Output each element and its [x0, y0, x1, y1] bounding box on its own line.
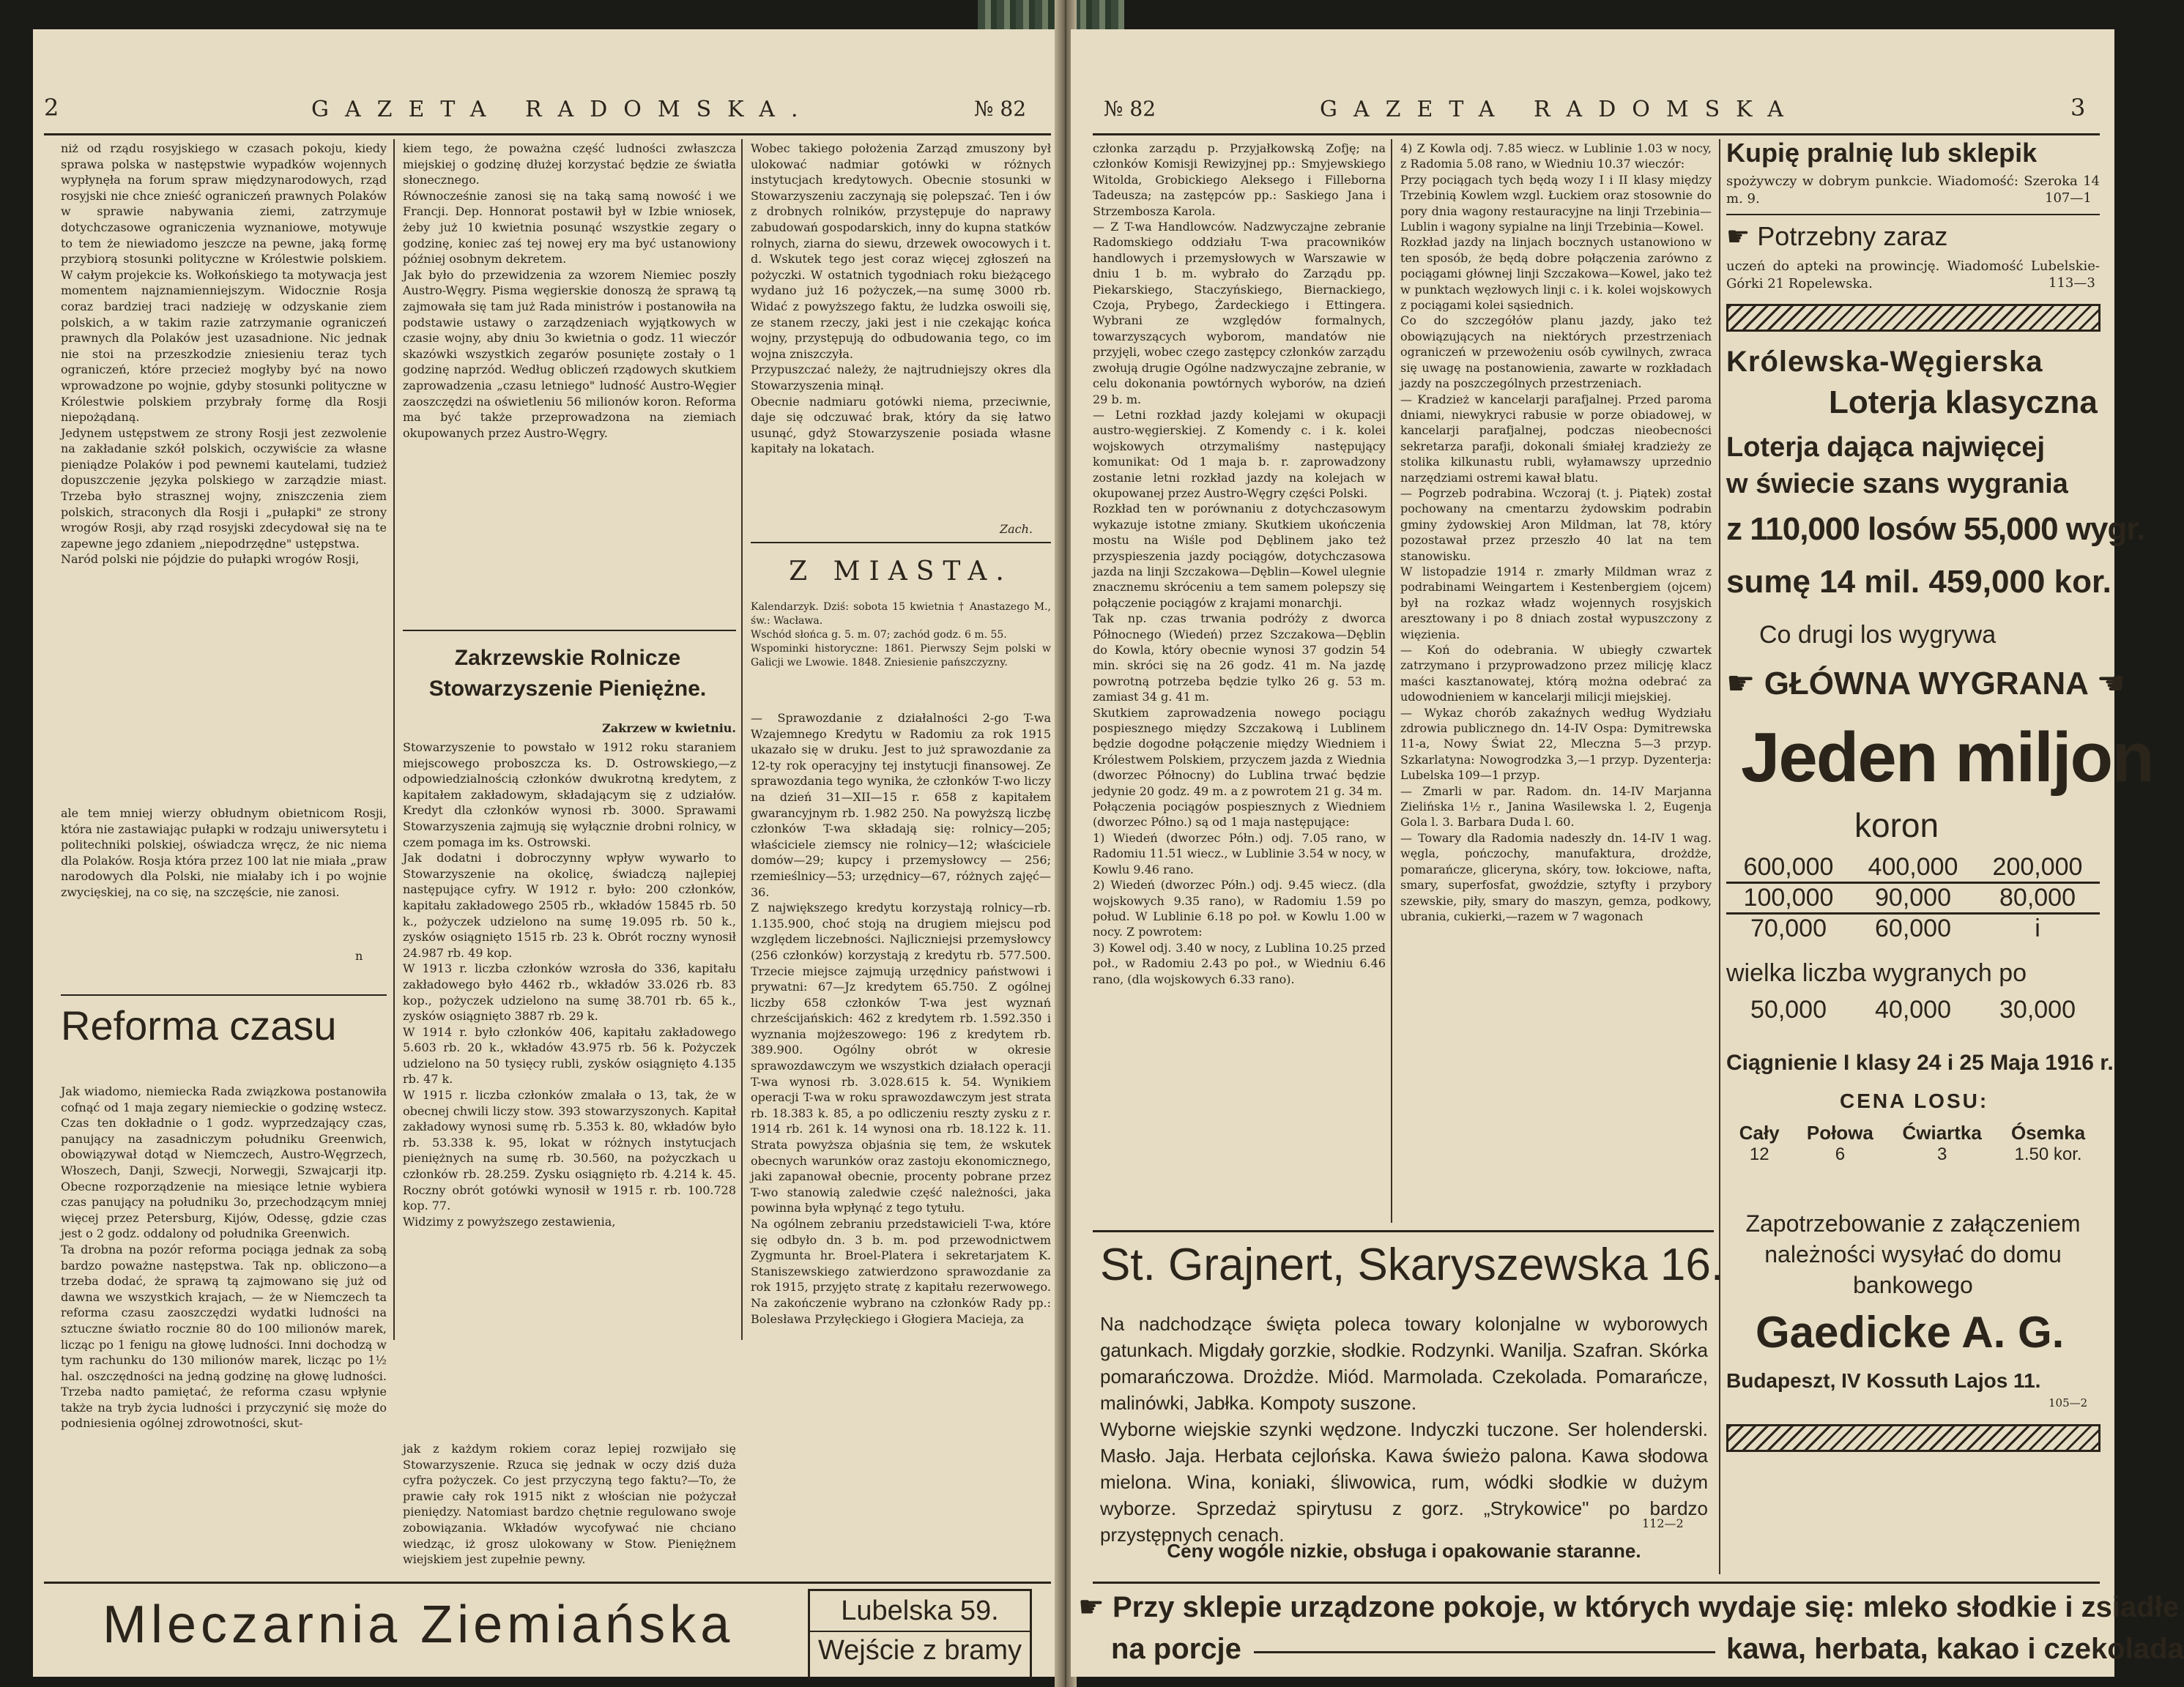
section-rule — [61, 994, 387, 996]
zakrzew-heading: Zakrzewskie Rolnicze Stowarzyszenie Pieniężne. — [428, 646, 707, 701]
article-signature: n — [355, 949, 363, 963]
mleczarnia-address-box — [808, 1589, 1032, 1679]
decorative-border — [1726, 1424, 2101, 1452]
price-head: Cały — [1739, 1122, 1780, 1144]
price-value: 1.50 kor. — [2014, 1144, 2082, 1164]
right-issue-number: № 82 — [1104, 97, 1156, 121]
article-text: — Sprawozdanie z działalności 2-go T-wa Wzajemnego Kredytu w Radomiu za rok 1915 ukazało się w druku. Jest to już sprawozdanie za 12-ty rok operacyjny tej instytucji finansowej. Ze sprawozdania tego wynika, że członków T-wo liczy na dzień 31—XII—15 r. 658 z kapitałem gwarancyjnym rb. 1.982 250. Na powyższą liczbę członków T-wa składają się: rolnicy—205; właściciele ziemscy nie rolnicy—12; właściciele domów—29; kupcy i przemysłowcy — 256; rzemieślnicy—53; urzędnicy—67, różnych zajęć—36. Z największego kredytu korzystają rolnicy—rb. 1.135.900, choć stoją na drugiem miejscu pod względem liczebności. Najliczniejsi przemysłowcy (256 członków) korzystają z kredytu rb. 577.500. Trzecie miejsce zajmują urzędnicy państwowi i prywatni: 67—Jz kredytem 65.750. Z ogólnej liczby 658 członków T-wa jest wyznań chrześcijańskich: 462 z kredytem rb. 1.592.350 i wyznania mojżeszowego: 196 z kredytem rb. 389.900. Ogólny obrót w okresie sprawozdawczym we wszystkich działach operacji T-wa wynosi rb. 3.028.615 k. 54. Wynikiem operacji T-wa w roku sprawozdawczym jest strata rb. 18.383 k. 85, a po odliczeniu reszty zysku z r. 1914 rb. 261 k. 14 wynosi ona rb. 18.122 k. 11. Strata powyższa objaśnia się tem, że wskutek obecnych warunków oraz zastoju ekonomicznego, jaki zapanował obecnie, procenty pobrane przez T-wo stanowią zaledwie część należności, jaka powinna była wpłynąć z tego tytułu. Na ogólnem zebraniu przedstawicieli T-wa, które się odbyło dn. 3 b. m. pod przewodnictwem Zygmunta hr. Broel-Platera i sekretarjatem K. Staniszewskiego zatwierdzono sprawozdanie za rok 1915, przyjęto stratę z kapitału rezerwowego. Na zakończenie wybrano na członków Rady pp.: Bolesława Przyłęckiego i Głogiera Macieja, za — [751, 711, 1051, 1326]
right-masthead: GAZETA RADOMSKA — [1320, 97, 1799, 122]
article-text: 4) Z Kowla odj. 7.85 wiecz. w Lublinie 1.03 w nocy, z Radomia 5.08 rano, w Wiedniu 10.37 wieczór: Przy pociągach tych będą wozy I i II klasy między Trzebinią Kowlem wzgl. Łuckiem oraz stosownie do pory dnia wagony restauracyjne na linji Trzebinia—Lublin i wagony sypialne na linji Trzebinia—Kowel. Rozkład jazdy na linjach bocznych ustanowiono w ten sposób, że będą dobre połączenia zarówno z pociągami głównej linji Szczakowa—Kowel, jako też w punktach węzłowych linji c. i k. kolei wojskowych z pociągami kolei sąsiednich. Co do szczegółów planu jazdy, jako też obowiązujących na niektórych przestrzeniach ograniczeń w przewożeniu osób cywilnych, zwraca się uwagę na postanowienia, zawarte w rozkładach jazdy na poszczególnych przestrzeniach. — Kradzież w kancelarji parafjalnej. Przed paroma dniami, niewykryci rabusie w porze obiadowej, w kancelarji parafjalnej, podczas nieobecności sekretarza parafji, dokonali śmiałej kradzieży ze stolika kilkunastu rubli, wyłamawszy uprzednio narzędziami ostremi kawał blatu. — Pogrzeb podrabina. Wczoraj (t. j. Piątek) został pochowany na cmentarzu żydowskim podrabin gminy żydowskiej Aron Mildman, lat 78, który pozostawał przez przeszło 40 lat na tem stanowisku. W listopadzie 1914 r. zmarły Mildman wraz z podrabinami Weingartem i Kestenbergiem (ojcem) był na rozkaz władz wojennych rosyjskich aresztowany i po 8 dniach został wypuszczony z więzienia. — Koń do odebrania. W ubiegły czwartek zatrzymano i przyprowadzono przez milicję klacz maści kasztanowatej, którą można odebrać za udowodnieniem w kancelarji milicji miejskiej. — Wykaz chorób zakaźnych według Wydziału zdrowia publicznego dn. 14-IV Ospa: Dymitrewska 11-a, Nowy Świat 22, Mleczna 5—3 przyp. Szkarlatyna: Nowogrodzka 3,—1 przyp. Dyzenterja: Lubelska 109—1 przyp. — Zmarli w par. Radom. dn. 14-IV Marjanna Zielińska 1½ r., Janina Wasilewska l. 2, Eugenja Gola l. 3. Barbara Duda l. 60. — Towary dla Radomia nadeszły dn. 14-IV 1 wag. węgla, pończochy, manufaktura, drożdże, pomarańcze, gliceryna, skóry, tow. łokciowe, nafta, smary, superfosfat, gwoździe, sztyfty i przybory szewskie, piły, smary do maszyn, gemza, podkowy, ubrania, cukierki,—razem w 7 wagonach — [1400, 141, 1712, 923]
column-divider — [393, 139, 395, 1340]
pointing-hand-icon: ☛ — [1078, 1590, 1104, 1624]
article-text: jak z każdym rokiem coraz lepiej rozwijało się Stowarzyszenie. Rzuca się jednak w oczy dziś duża cyfra pożyczek. Co jest przyczyną tego faktu?—To, że prawie cały rok 1915 nikt z włościan nie pożyczał pieniędzy. Natomiast bardzo chętnie regulowano swoje zobowiązania. Wkładów wycofywać nie chciano wiedząc, iż grosz ulokowany w Stow. Pieniężnem wiejskiem jest zupełnie pewny. — [403, 1442, 736, 1567]
pointing-hand-icon: ☛ — [1726, 665, 1756, 702]
loteria-line: Loterja dająca najwięcej — [1726, 432, 2046, 463]
loteria-line: Co drugi los wygrywa — [1759, 621, 1997, 649]
price-value: 12 — [1749, 1144, 1769, 1164]
header-rule — [44, 133, 1051, 135]
article-text: Wobec takiego położenia Zarząd zmuszony był ulokować nadmiar gotówki w różnych instytucjach kredytowych. Obecnie stosunki w Stowarzyszeniu zaczynają się polepszać. Ten i ów z drobnych rolników, przystępuje do naprawy zabudowań gospodarskich, inny do kupna statków rolnych, ziarna do siewu, drzewek owocowych i t. d. Wskutek tego jest coraz więcej zgłoszeń na pożyczki. W ostatnich tygodniach roku bieżącego wydano już 16 pożyczek,—na sumę 3000 rb. Widać z powyższego faktu, że ludzka oswoili się, ze stanem rzeczy, jaki jest i nie czekając końca wojny, przystępują do odbudowania tego, co im wojna zniszczyła. Przypuszczać należy, że najtrudniejszy okres dla Stowarzyszenia minął. Obecnie nadmiaru gotówki niema, przeciwnie, daje się odczuwać brak, który da się łatwo usunąć, gdyż Stowarzyszenie posiada własne kapitały na lokatach. — [751, 141, 1051, 456]
section-rule — [751, 542, 1051, 543]
right-page — [1071, 29, 2184, 1677]
prize-value: 70,000 — [1750, 915, 1827, 942]
price-head: Ćwiartka — [1902, 1122, 1982, 1144]
ad-code: 107—1 — [2045, 190, 2092, 206]
prize-value: 400,000 — [1851, 853, 1975, 883]
loteria-draw-date: Ciągnienie I klasy 24 i 25 Maja 1916 r. — [1726, 1051, 2114, 1075]
right-page-number: 3 — [2070, 94, 2086, 122]
prize-table — [1726, 853, 2100, 943]
article-text: ale tem mniej wierzy obłudnym obietnicom Rosji, która nie zastawiając pułapki w rodzaju uniwersytetu i politechniki polskiej, oświadcza wręcz, że nic niema dla Polaków. Rosja która przez 100 lat nie miała „praw narodowych dla Polski, nie miałaby ich i po wojnie zwycięskiej, na co się, na szczęście, nie zanosi. — [61, 806, 387, 899]
ad-code: 105—2 — [2049, 1396, 2088, 1409]
mleczarnia-name: Mleczarnia Ziemiańska — [103, 1595, 735, 1654]
prize-value: 50,000 — [1750, 996, 1827, 1024]
left-page-number: 2 — [44, 94, 59, 122]
loteria-line: z 110,000 losów 55,000 wygr. — [1726, 511, 2145, 547]
reforma-heading: Reforma czasu — [61, 1002, 337, 1049]
pralnia-body: spożywczy w dobrym punkcie. Wiadomość: Szeroka 14 m. 9. — [1726, 174, 2100, 206]
ad-code: 113—3 — [2049, 275, 2095, 291]
potrzebny-line — [1726, 221, 1947, 252]
grajnert-footer: Ceny wogóle nizkie, obsługa i opakowanie staranne. — [1167, 1540, 1641, 1562]
loteria-line: koron — [1854, 806, 1939, 844]
price-head: Połowa — [1806, 1122, 1873, 1144]
ad-rule — [1093, 1230, 1714, 1232]
ad-code: 112—2 — [1642, 1516, 1684, 1530]
ticket-price-table — [1726, 1122, 2100, 1165]
pralnia-title: Kupię pralnię lub sklepik — [1726, 138, 2038, 168]
loteria-line: Loterja klasyczna — [1829, 384, 2098, 420]
loteria-line: wielka liczba wygranych po — [1726, 959, 2027, 987]
left-issue-number: № 82 — [974, 97, 1027, 121]
section-rule — [403, 630, 736, 631]
prize-value: i — [2035, 915, 2040, 942]
small-prize-table — [1726, 996, 2100, 1024]
bottom-ad-text: na porcje — [1111, 1633, 1241, 1665]
prize-value: 600,000 — [1726, 853, 1851, 883]
gaedicke-intro: Zapotrzebowanie z załączeniem należności wysyłać do domu bankowego — [1745, 1210, 2081, 1298]
header-rule — [1093, 133, 2100, 135]
footer-rule — [1093, 1582, 2100, 1584]
grajnert-body: Na nadchodzące święta poleca towary kolonjalne w wyborowych gatunkach. Migdały gorzkie, słodkie. Rodzynki. Wanilja. Szafran. Skórka pomarańczowa. Drożdże. Miód. Marmolada. Czekolada. Pomarańcze, malinówki, Jabłka. Kompoty suszone. Wyborne wiejskie szynki wędzone. Indyczki tuczone. Ser holenderski. Masło. Jaja. Herbata cejlońska. Kawa świeżo palona. Kawa słodowa mielona. Wina, koniaki, śliwowica, rum, wódki słodkie w dużym wyborze. Sprzedaż spirytusu z gorz. „Strykowice" po bardzo przystępnych cenach. — [1100, 1313, 1708, 1546]
mleczarnia-entrance: Wejście z bramy — [817, 1635, 1022, 1666]
left-masthead: GAZETA RADOMSKA. — [311, 97, 814, 122]
gaedicke-name: Gaedicke A. G. — [1756, 1308, 2065, 1357]
column-divider — [741, 139, 743, 1340]
zmiasta-heading: Z MIASTA. — [789, 556, 1013, 586]
bottom-ad-rule — [1254, 1651, 1715, 1653]
price-value: 3 — [1936, 1144, 1947, 1164]
loteria-main-prize-line — [1726, 665, 2125, 702]
price-value: 6 — [1835, 1144, 1846, 1164]
price-head: Ósemka — [2010, 1122, 2086, 1144]
calendar-notes: Kalendarzyk. Dziś: sobota 15 kwietnia † Anastazego M., św.: Wacława. Wschód słońca g. 5. m. 07; zachód godz. 6 m. 55. Wspominki historyczne: 1861. Pierwszy Sejm polski w Galicji we Lwowie. 1848. Zniesienie pańszczyzny. — [751, 601, 1051, 669]
prize-value: 80,000 — [1975, 883, 2100, 914]
article-text: członka zarządu p. Przyjałkowską Zofję; na członków Komisji Rewizyjnej pp.: Smyjewskiego Witolda, Grobickiego Aleksego i Filleborna Tadeusza; na zastępców pp.: Saskiego Jana i Strzembosza Karola. — Z T-wa Handlowców. Nadzwyczajne zebranie Radomskiego oddziału T-wa pracowników handlowych i przemysłowych w Warszawie w dniu 1 b. m. wybrało do Zarządu pp. Piekarskiego, Staczyńskiego, Biernackiego, Czoja, Prybego, Żardeckiego i Ettingera. Wybrani ze względów formalnych, towarzyszących wyborom, mandatów nie przyjęli, wobec czego zastępcy członków zarządu zwołują drugie Ogólne nadzwyczajne zebranie, w celu dokonania powtórnych wyborów, na dzień 29 b. m. — Letni rozkład jazdy kolejami w okupacji austro-węgierskiej. Z Komendy c. i k. kolei wojskowych otrzymaliśmy następujący komunikat: Od 1 maja b. r. zaprowadzony zostanie letni rozkład jazdy na kolejach w okupowanej przez Austro-Węgry części Polski. Rozkład ten w porównaniu z dotychczasowym wykazuje istotne zmiany. Skutkiem ukończenia mostu na Wiśle pod Dęblinem jako też przyspieszenia jazdy pociągów, dotychczasowa jazda na linji Szczakowa—Dęblin—Kowel ulegnie znacznemu skróceniu a tem samem polepszy się połączenie pociągów z krajami monarchji. Tak np. czas trwania podróży z dworca Północnego (Wiedeń) przez Szczakowa—Dęblin do Kowla, który obecnie wynosi 37 godzin 54 min. skróci się na 26 godz. 41 m. Na jazdę powrotną potrzeba będzie tylko 26 g. 53 m. zamiast 34 g. 41 m. Skutkiem zaprowadzenia nowego pociągu pospiesznego między Szczakową i Lublinem będzie dogodne połączenie między Wiedniem i Królestwem Polskiem, przyczem jazda z Wiednia (dworzec Północny) do Lublina trwać będzie jedynie 20 godz. 49 m. a z powrotem 21 g. 34 m. Połączenia pociągów pospiesznych z Wiedniem (dworzec Półno.) są od 1 maja następujące: 1) Wiedeń (dworzec Półn.) odj. 7.05 rano, w Radomiu 11.51 wiecz., w Lublinie 3.54 w nocy, w Kowlu 9.46 rano. 2) Wiedeń (dworzec Półn.) odj. 9.45 wiecz. (dla wojskowych 9.35 rano), w Radomiu 1.59 po połud. W Lublinie 6.18 po poł. w Kowlu 1.00 w nocy. Z powrotem: 3) Kowel odj. 3.40 w nocy, z Lublina 10.25 przed poł., w Radomiu 2.43 po poł., w Wiedniu 6.46 rano, (dla wojskowych 6.33 rano). — [1093, 141, 1386, 986]
footer-rule — [44, 1582, 1051, 1584]
column-divider — [1719, 139, 1720, 1574]
grajnert-title: St. Grajnert, Skaryszewska 16. — [1100, 1240, 1724, 1290]
article-signature: Zach. — [1000, 522, 1033, 536]
loteria-jackpot: Jeden miljon — [1741, 718, 2153, 797]
zakrzew-dateline: Zakrzew w kwietniu. — [602, 721, 736, 735]
prize-value: 30,000 — [1999, 996, 2076, 1024]
prize-value: 100,000 — [1726, 883, 1851, 914]
pointing-hand-icon: ☚ — [2096, 665, 2125, 702]
ad-rule — [1726, 214, 2100, 215]
article-text: kiem tego, że poważna część ludności zwłaszcza miejskiej o godzinę dłużej korzystać będzie ze światła słonecznego. Równocześnie zanosi się na taką samą nowość i we Francji. Dep. Honnorat postawił był w Izbie wniosek, żeby już 10 kwietnia posunąć wszystkie zegary o godzinę, koniec zaś tej nowej ery ma być ustanowiony później osobnym dekretem. Jak było do przewidzenia za wzorem Niemiec poszły Austro-Węgry. Pisma węgierskie donoszą że sprawą tą zajmowała się tam już Rada ministrów i postanowiła na podstawie ustawy o zarządzeniach wyjątkowych w czasie wojny, aby dniu 3o kwietnia o godz. 11 wieczór skazówki wszystkich zegarów posunięte zostały o 1 godzinę naprzód. Według obliczeń rządowych skutkiem zaprowadzenia „czasu letniego" ludność Austro-Węgier zaoszczędzi na oświetleniu 56 milionów koron. Reforma ma być także przeprowadzona na ziemiach okupowanych przez Austro-Węgry. — [403, 141, 736, 440]
bottom-ad-text: kawa, herbata, kakao i czekolada — [1726, 1633, 2184, 1665]
potrzebny-body: uczeń do apteki na prowincję. Wiadomość Lubelskie-Górki 21 Ropelewska. — [1726, 258, 2100, 291]
left-page — [33, 29, 1062, 1677]
article-text: niż od rządu rosyjskiego w czasach pokoju, kiedy sprawa polska w następstwie wypadków wojennych wypłynęła na forum spraw międzynarodowych, rząd rosyjski nie chce znieść ograniczeń prawnych Polaków w sprawie nabywania ziemi, zatrzymuje dotychczasowe ograniczenia wyznaniowe, motywuje to tem że niewiadomo jeszcze na pewne, jaką formę przybiorą stosunki polityczne w Królestwie polskiem. W całym projekcie ks. Wołkońskiego ta motywacja jest momentem najznamienniejszym. Widocznie Rosja coraz bardziej traci nadzieję w odzyskanie ziem polskich, a w takim razie zatrzymanie ograniczeń prawnych dla Polaków jest uzasadnione. Nic jednak nie stoi na przeszkodzie zniesieniu teraz tych ograniczeń, które przecież mogłyby być na nowo wprowadzone po wojnie, gdyby stosunki polityczne w Królestwie polskiem przybrały formę dla Rosji niepożądaną. Jedynem ustępstwem ze strony Rosji jest zezwolenie na zakładanie szkół polskich, oczywiście za własne pieniądze Polaków i pod pewnemi kautelami, tudzież dopuszczenie języka polskiego w zarządzie miast. Trzeba było strasznej wojny, zniszczenia ziem polskich, straconych dla Rosji i „pułapki" ze strony wrogów Rosji, aby rząd rosyjski zdecydował się na te zapewne jego zdaniem „niepodrzędne" ustępstwa. Naród polski nie pójdzie do pułapki wrogów Rosji, — [61, 141, 387, 567]
prize-value: 90,000 — [1851, 883, 1975, 914]
article-text: Jak wiadomo, niemiecka Rada związkowa postanowiła cofnąć od 1 maja zegary niemieckie o godzinę wstecz. Czas ten dokładnie o 1 godz. wyprzedzający czas, panujący na zasadniczym południku Greenwich, obowiązywał dotąd w Niemczech, Austro-Węgrzech, Włoszech, Danji, Szwecji, Norwegji, Szwajcarji itp. Obecne rozporządzenie na miesiące letnie wybiera czas panujący na południku 3o, przechodzącym mniej więcej przez Petersburg, Kijów, Odessę, gdzie czas jest o 2 godz. oddalony od południka Greenwich. Ta drobna na pozór reforma pociąga jednak za sobą bardzo poważne następstwa. Tak np. obliczono—a trzeba dodać, że sprawą tą zajmowano się już od dawna we wszystkich krajach, — że w Niemczech ta reforma czasu zaoszczędzi wydatki ludności na sztuczne światło rocznie 80 do 100 milionów marek, licząc po 1 fenigu na głowę ludności. Inni dochodzą w tym rachunku do 130 milionów marek, licząc po 1½ hal. oszczędności na jedną godzinę na głowę ludności. Trzeba nadto pamiętać, że reforma czasu wpłynie także na tryb życia ludności i przyczynić się może do podniesienia ogólnej zdrowotności, skut- — [61, 1084, 387, 1431]
potrzebny-title: Potrzebny zaraz — [1757, 221, 1948, 251]
prize-value: 60,000 — [1875, 915, 1951, 942]
loteria-line: w świecie szans wygrania — [1726, 469, 2068, 499]
loteria-line: GŁÓWNA WYGRANA — [1764, 666, 2088, 701]
mleczarnia-address: Lubelska 59. — [841, 1595, 999, 1626]
pointing-hand-icon: ☛ — [1726, 222, 1750, 252]
prize-value: 200,000 — [1975, 853, 2100, 883]
bottom-ad-line — [1078, 1590, 2179, 1624]
prize-value: 40,000 — [1875, 996, 1951, 1024]
article-text: Stowarzyszenie to powstało w 1912 roku staraniem miejscowego proboszcza ks. D. Ostrowskiego,—z odpowiedzialnością członków dwukrotną kredytem, z kapitałem zakładowym, składającym się z udziałów. Kredyt dla członków wynosi rb. 3000. Sprawami Stowarzyszenia zajmują się wyłącznie drobni rolnicy, w czem pomaga im ks. Ostrowski. Jak dodatni i dobroczynny wpływ wywarło to Stowarzyszenie na okolicę, świadczą najlepiej następujące cyfry. W 1912 r. było: 200 członków, kapitału zakładowego 2505 rb., wkładów 15845 rb. 50 k., pożyczek udzielono na sumę 19.095 rb. 50 k., zysków osiągnięto 1515 rb. 23 k. Obrót roczny wynosił 24.987 rb. 49 kop. W 1913 r. liczba członków wzrosła do 336, kapitału zakładowego było 4462 rb., wkładów 33.026 rb. 83 kop., pożyczek udzielono na sumę 38.701 rb. 65 k., zysków osiągnięto 3887 rb. 29 k. W 1914 r. było członków 406, kapitału zakładowego 5.603 rb. 20 k., wkładów 43.975 rb. 56 k. Pożyczek udzielono na 50 tysięcy rubli, zysków osiągnięto 4.135 rb. 47 k. W 1915 r. liczba członków zmalała o 13, tak, że w obecnej chwili liczy stow. 393 stowarzyszonych. Kapitał zakładowy wynosi sumę rb. 5.353 k. 80, wkładów było rb. 53.338 k. 95, lokat w różnych instytucjach pieniężnych na sumę rb. 30.560, na pożyczkach u członków rb. 28.259. Zysku osiągnięto rb. 4.214 k. 45. Roczny obrót gotówki wynosił w 1915 r. rb. 100.728 kop. 77. Widzimy z powyższego zestawienia, — [403, 740, 736, 1229]
decorative-border — [1726, 304, 2101, 332]
loteria-line: Królewska-Węgierska — [1726, 346, 2043, 378]
gaedicke-address: Budapeszt, IV Kossuth Lajos 11. — [1726, 1369, 2041, 1392]
bottom-ad-text: Przy sklepie urządzone pokoje, w których wydaje się: mleko słodkie i zsiadłe — [1112, 1591, 2180, 1623]
column-divider — [1391, 139, 1392, 1223]
price-title: CENA LOSU: — [1840, 1090, 1989, 1112]
loteria-line: sumę 14 mil. 459,000 kor. — [1726, 564, 2111, 600]
